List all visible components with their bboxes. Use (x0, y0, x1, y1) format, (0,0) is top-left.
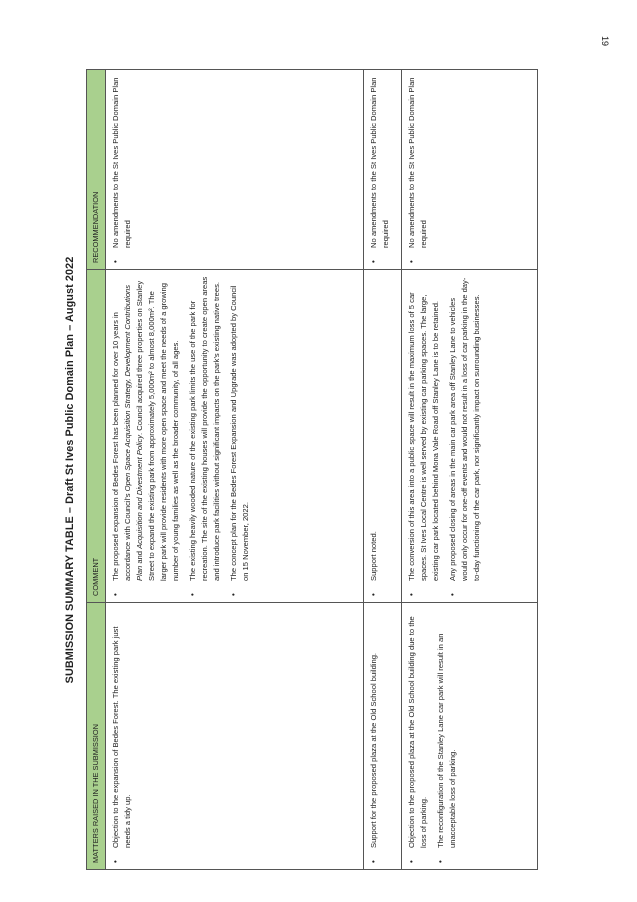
rotated-page-content (64, 70, 584, 870)
matters-cell (401, 603, 537, 870)
comment-text: The proposed expansion of Bedes Forest has been planned for over 10 years in accordance with Council's (110, 312, 132, 581)
table-row (363, 70, 401, 870)
recommendation-item: • No amendments to the St Ives Public Domain Plan required (406, 76, 430, 248)
page-number: 19 (599, 35, 610, 47)
comment-item: • The concept plan for the Bedes Forest Expansion and Upgrade was adopted by Council on 15 November, 2022. (228, 276, 252, 581)
matter-item: • The reconfiguration of the Stanley Lane car park will result in an unacceptable loss of parking. (435, 609, 459, 848)
comment-item: • Any proposed closing of areas in the main car park area off Stanley Lane to vehicles would only occur for one-off events and would not result in a loss of car parking in the day-to-day functioning of the car park, nor significantly impact on surrounding businesses. (447, 276, 483, 581)
matters-cell (363, 603, 401, 870)
matters-cell (105, 603, 363, 870)
recommendation-item: • No amendments to the St Ives Public Domain Plan required (368, 76, 392, 248)
comment-item: • The conversion of this area into a public space will result in the maximum loss of 5 car spaces. St Ives Local Centre is well served by existing car parking spaces. The large, existing car park located behind Mona Vale Road off Stanley Lane is to be retained. (406, 276, 442, 581)
comment-item: • The existing heavily wooded nature of the existing park limits the use of the park for recreation. The site of the existing houses will provide the opportunity to create open areas and introduce park facilities without significant impacts on the park's existing native trees. (187, 276, 223, 581)
header-comment: COMMENT (87, 270, 106, 603)
recommendation-item: • No amendments to the St Ives Public Domain Plan required (110, 76, 134, 248)
submission-summary-table (86, 69, 538, 870)
comment-item: • Support noted. (368, 276, 380, 581)
matter-item: • Support for the proposed plaza at the Old School building. (368, 609, 380, 848)
table-header-row (87, 70, 106, 870)
comment-cell (363, 270, 401, 603)
comment-item (110, 276, 182, 581)
recommendation-cell (401, 70, 537, 270)
recommendation-cell (363, 70, 401, 270)
comment-cell (401, 270, 537, 603)
header-matters: MATTERS RAISED IN THE SUBMISSION (87, 603, 106, 870)
comment-policy-reference: Open Space Acquisition Strategy, Development Contributions Plan (122, 284, 144, 581)
table-row (105, 70, 363, 870)
comment-text: and (134, 548, 144, 566)
comment-text: . Council acquired three properties on Stanley Street to expand the existing park from approximately 5,000m² to almost 8,000m². The larger park will provide residents with more open space and meet the needs of a growing number of young families as well as the broader community, of all ages. (134, 280, 180, 581)
table-row (401, 70, 537, 870)
header-recommendation: RECOMMENDATION (87, 70, 106, 270)
document-title: SUBMISSION SUMMARY TABLE – Draft St Ives Public Domain Plan – August 2022 (64, 256, 76, 684)
matter-item: • Objection to the proposed plaza at the Old School building due to the loss of parking. (406, 609, 430, 848)
comment-cell (105, 270, 363, 603)
recommendation-cell (105, 70, 363, 270)
matter-item: • Objection to the expansion of Bedes Forest. The existing park just needs a tidy up. (110, 609, 134, 848)
comment-policy-reference: Acquisition and Divestment Policy (134, 434, 144, 549)
